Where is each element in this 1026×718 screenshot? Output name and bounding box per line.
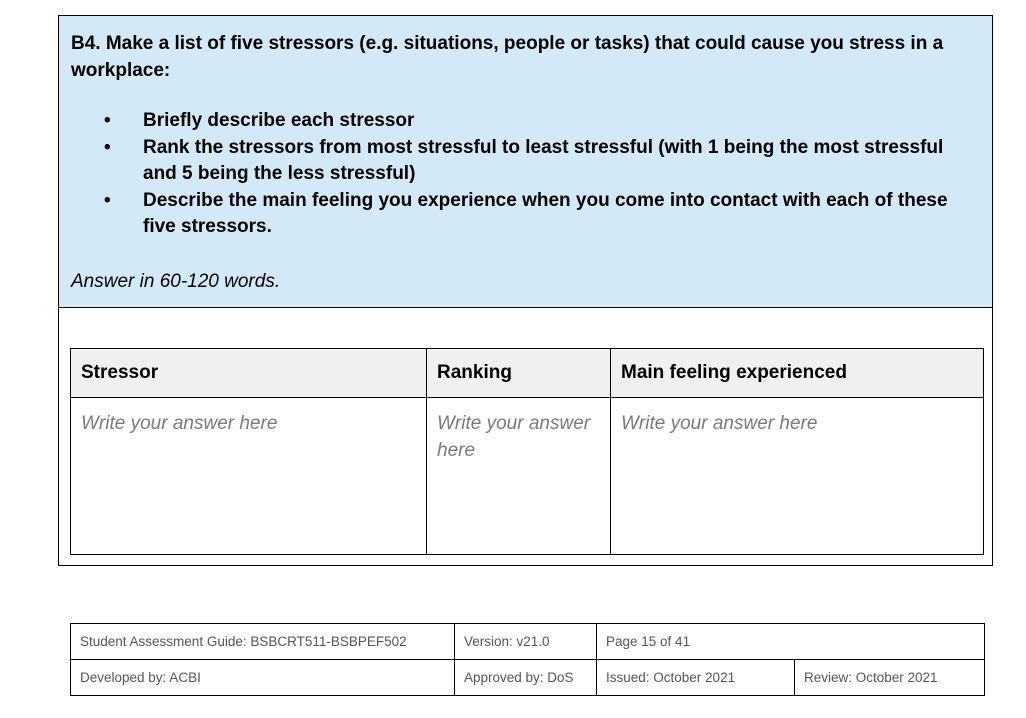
instruction-text: Describe the main feeling you experience when you come into contact with each of these five stressors. xyxy=(143,189,948,237)
instruction-item xyxy=(71,108,980,135)
instruction-item xyxy=(71,188,980,241)
word-count-note: Answer in 60-120 words. xyxy=(71,270,281,292)
footer-row xyxy=(71,624,985,660)
bullet-icon: • xyxy=(104,136,111,158)
answer-table-header-row xyxy=(71,349,984,398)
footer-review: Review: October 2021 xyxy=(795,660,985,696)
document-footer xyxy=(70,623,985,696)
footer-developed-by: Developed by: ACBI xyxy=(71,660,455,696)
question-box xyxy=(58,15,993,566)
instruction-text: Rank the stressors from most stressful to least stressful (with 1 being the most stressful and 5 being the less stressful) xyxy=(143,136,944,184)
question-title: B4. Make a list of five stressors (e.g. situations, people or tasks) that could cause you stress in a workplace: xyxy=(71,33,944,81)
header-ranking: Ranking xyxy=(427,349,611,398)
instruction-list xyxy=(71,108,980,241)
header-main-feeling: Main feeling experienced xyxy=(611,349,984,398)
answer-table-row xyxy=(71,398,984,555)
footer-version: Version: v21.0 xyxy=(455,624,597,660)
bullet-icon: • xyxy=(104,189,111,211)
footer-row xyxy=(71,660,985,696)
stressor-answer-field[interactable]: Write your answer here xyxy=(71,398,427,555)
header-stressor: Stressor xyxy=(71,349,427,398)
instruction-text: Briefly describe each stressor xyxy=(143,110,415,131)
footer-page: Page 15 of 41 xyxy=(597,624,985,660)
feeling-answer-field[interactable]: Write your answer here xyxy=(611,398,984,555)
bullet-icon: • xyxy=(104,110,111,131)
answer-table xyxy=(70,348,984,555)
question-header xyxy=(59,16,992,308)
ranking-answer-field[interactable]: Write your answer here xyxy=(427,398,611,555)
footer-issued: Issued: October 2021 xyxy=(597,660,795,696)
instruction-item xyxy=(71,135,980,188)
footer-approved-by: Approved by: DoS xyxy=(455,660,597,696)
footer-guide: Student Assessment Guide: BSBCRT511-BSBPEF502 xyxy=(71,624,455,660)
